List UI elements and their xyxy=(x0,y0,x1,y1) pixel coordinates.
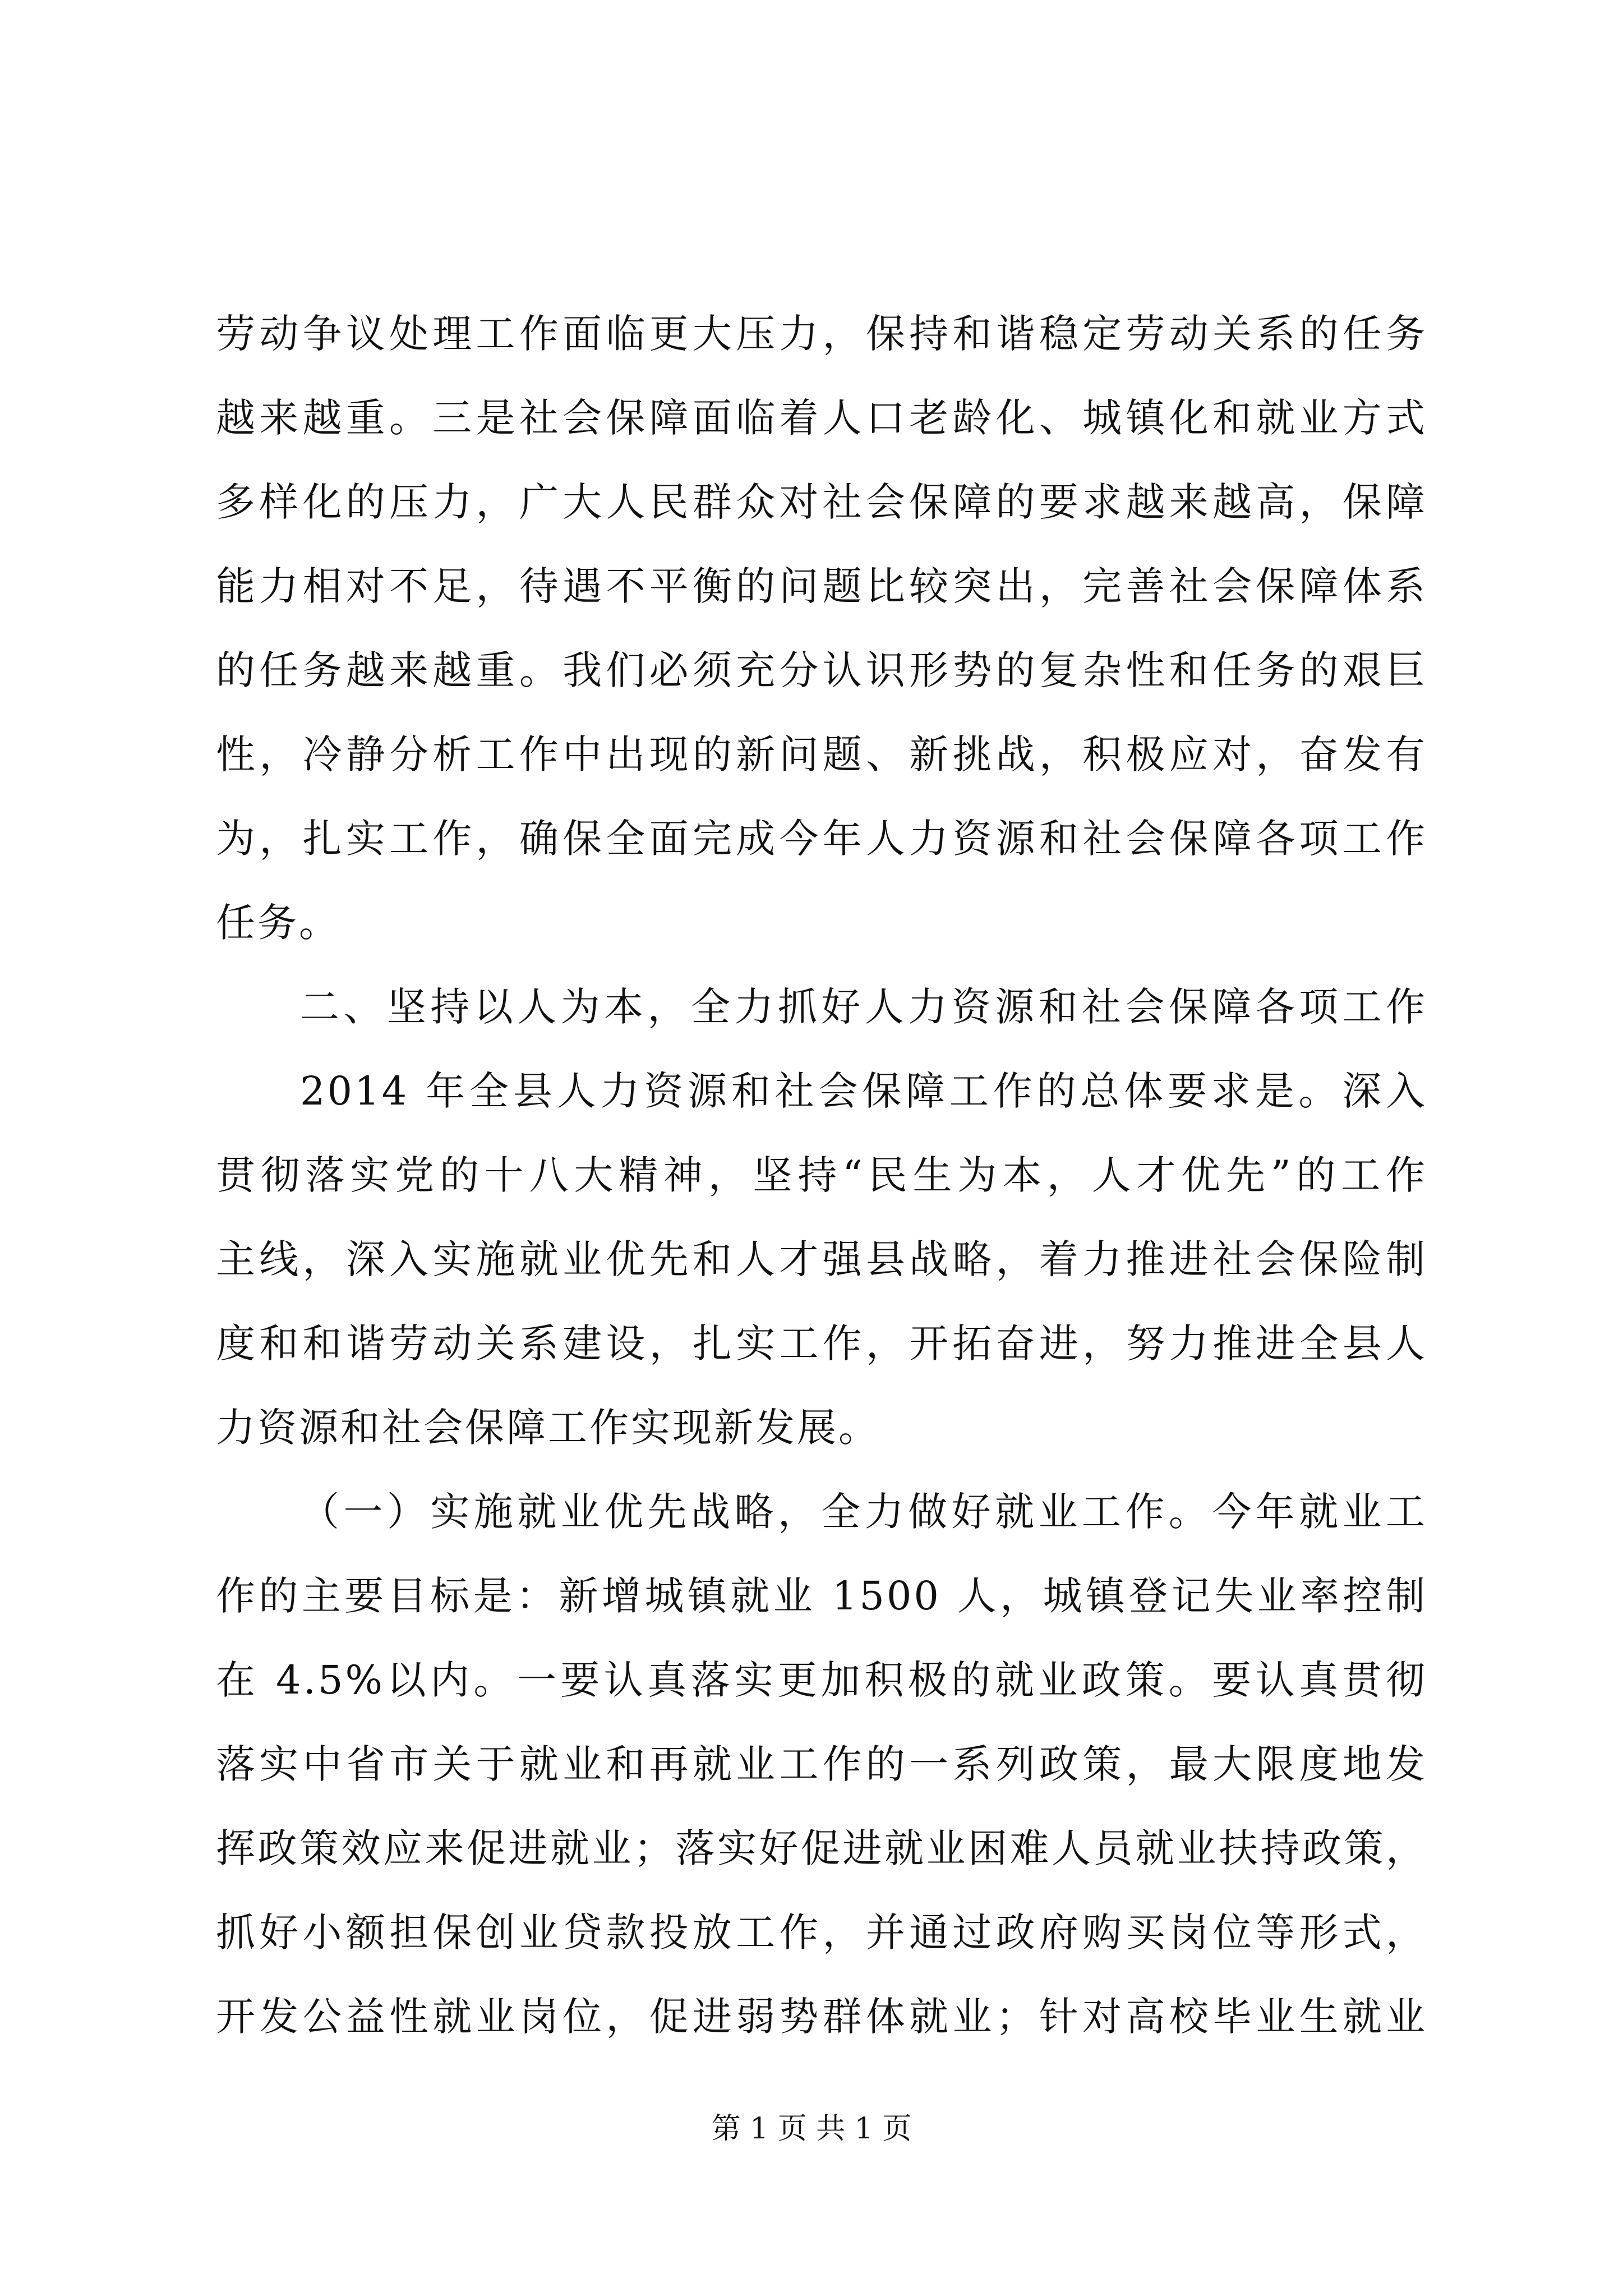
text-line: 在 4.5%以内。一要认真落实更加积极的就业政策。要认真贯彻 xyxy=(216,1657,1427,1703)
text-line: 任务。 xyxy=(216,900,340,946)
text-line: 落实中省市关于就业和再就业工作的一系列政策，最大限度地发 xyxy=(216,1741,1427,1787)
document-body xyxy=(216,292,1427,2059)
section-heading: 二、坚持以人为本，全力抓好人力资源和社会保障各项工作 xyxy=(300,984,1427,1030)
text-line: 的任务越来越重。我们必须充分认识形势的复杂性和任务的艰巨 xyxy=(216,647,1427,693)
text-line: 贯彻落实党的十八大精神，坚持“民生为本，人才优先”的工作 xyxy=(216,1152,1427,1198)
text-line: 多样化的压力，广大人民群众对社会保障的要求越来越高，保障 xyxy=(216,479,1427,525)
text-line: 度和和谐劳动关系建设，扎实工作，开拓奋进，努力推进全县人 xyxy=(216,1320,1427,1366)
text-line: 力资源和社会保障工作实现新发展。 xyxy=(216,1405,880,1451)
text-line: 2014 年全县人力资源和社会保障工作的总体要求是。深入 xyxy=(300,1068,1427,1114)
text-line: 抓好小额担保创业贷款投放工作，并通过政府购买岗位等形式， xyxy=(216,1910,1427,1955)
text-line: 主线，深入实施就业优先和人才强县战略，着力推进社会保险制 xyxy=(216,1236,1427,1282)
text-line: 劳动争议处理工作面临更大压力，保持和谐稳定劳动关系的任务 xyxy=(216,311,1427,357)
text-line: 挥政策效应来促进就业；落实好促进就业困难人员就业扶持政策， xyxy=(216,1825,1427,1871)
subsection-heading: （一）实施就业优先战略，全力做好就业工作。今年就业工 xyxy=(300,1489,1427,1535)
text-line: 作的主要目标是：新增城镇就业 1500 人，城镇登记失业率控制 xyxy=(216,1573,1427,1619)
text-line: 为，扎实工作，确保全面完成今年人力资源和社会保障各项工作 xyxy=(216,816,1427,862)
page-number-footer: 第 1 页 共 1 页 xyxy=(711,2112,912,2146)
text-line: 开发公益性就业岗位，促进弱势群体就业；针对高校毕业生就业 xyxy=(216,1994,1427,2040)
text-line: 越来越重。三是社会保障面临着人口老龄化、城镇化和就业方式 xyxy=(216,395,1427,441)
text-line: 性，冷静分析工作中出现的新问题、新挑战，积极应对，奋发有 xyxy=(216,731,1427,777)
text-line: 能力相对不足，待遇不平衡的问题比较突出，完善社会保障体系 xyxy=(216,563,1427,609)
